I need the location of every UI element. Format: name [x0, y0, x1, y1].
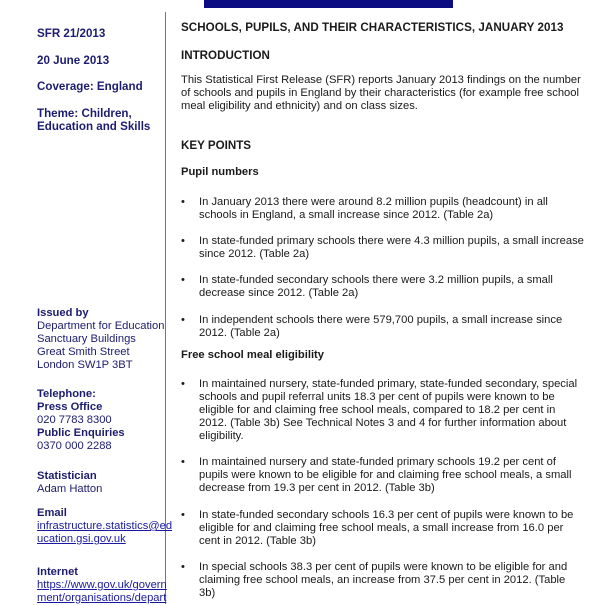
email-link[interactable] [37, 520, 172, 546]
bullet-icon: • [181, 561, 185, 573]
statistician-block [37, 470, 102, 496]
paragraph-line: of schools and pupils in England by their characteristics (for example free school [181, 87, 579, 99]
document-title: SCHOOLS, PUPILS, AND THEIR CHARACTERISTICS, JANUARY 2013 [181, 21, 564, 34]
theme-line-2: Education and Skills [37, 120, 151, 133]
bullet-icon: • [181, 235, 185, 247]
statistician-name: Adam Hatton [37, 483, 103, 495]
fsm-heading: Free school meal eligibility [181, 349, 324, 361]
bullet-icon: • [181, 456, 185, 468]
introduction-paragraph [181, 74, 593, 113]
public-enquiries-number: 0370 000 2288 [37, 440, 112, 452]
email-label: Email [37, 507, 67, 519]
bullet-icon: • [181, 509, 185, 521]
email-block [37, 507, 172, 546]
press-office-label: Press Office [37, 401, 103, 413]
coverage: Coverage: England [37, 80, 143, 93]
telephone-block [37, 388, 125, 453]
bullet-icon: • [181, 314, 185, 326]
email-link-line-2[interactable]: ucation.gsi.gov.uk [37, 533, 126, 545]
internet-link[interactable] [37, 579, 167, 605]
internet-link-line-1[interactable]: https://www.gov.uk/govern [37, 579, 167, 591]
address-line: Sanctuary Buildings [37, 333, 136, 345]
bullet-icon: • [181, 378, 185, 390]
address-line: Great Smith Street [37, 346, 130, 358]
bullet-icon: • [181, 274, 185, 286]
bullet-icon: • [181, 196, 185, 208]
issued-by-block [37, 307, 164, 372]
email-link-line-1[interactable]: infrastructure.statistics@ed [37, 520, 173, 532]
sfr-number: SFR 21/2013 [37, 27, 106, 40]
internet-link-line-2[interactable]: ment/organisations/depart [37, 592, 167, 604]
press-office-number: 020 7783 8300 [37, 414, 112, 426]
header-brand-bar [204, 0, 453, 8]
internet-label: Internet [37, 566, 79, 578]
paragraph-line: This Statistical First Release (SFR) reports January 2013 findings on the number [181, 74, 581, 86]
public-enquiries-label: Public Enquiries [37, 427, 125, 439]
issued-by-label: Issued by [37, 307, 89, 319]
key-points-heading: KEY POINTS [181, 139, 252, 152]
introduction-heading: INTRODUCTION [181, 49, 270, 62]
address-line: Department for Education [37, 320, 165, 332]
telephone-label: Telephone: [37, 388, 96, 400]
address-line: London SW1P 3BT [37, 359, 133, 371]
publication-date: 20 June 2013 [37, 54, 110, 67]
theme-line-1: Theme: Children, [37, 107, 132, 120]
pupil-numbers-heading: Pupil numbers [181, 166, 259, 178]
statistician-label: Statistician [37, 470, 97, 482]
internet-block [37, 566, 167, 605]
paragraph-line: meal eligibility and ethnicity) and on class sizes. [181, 100, 418, 112]
